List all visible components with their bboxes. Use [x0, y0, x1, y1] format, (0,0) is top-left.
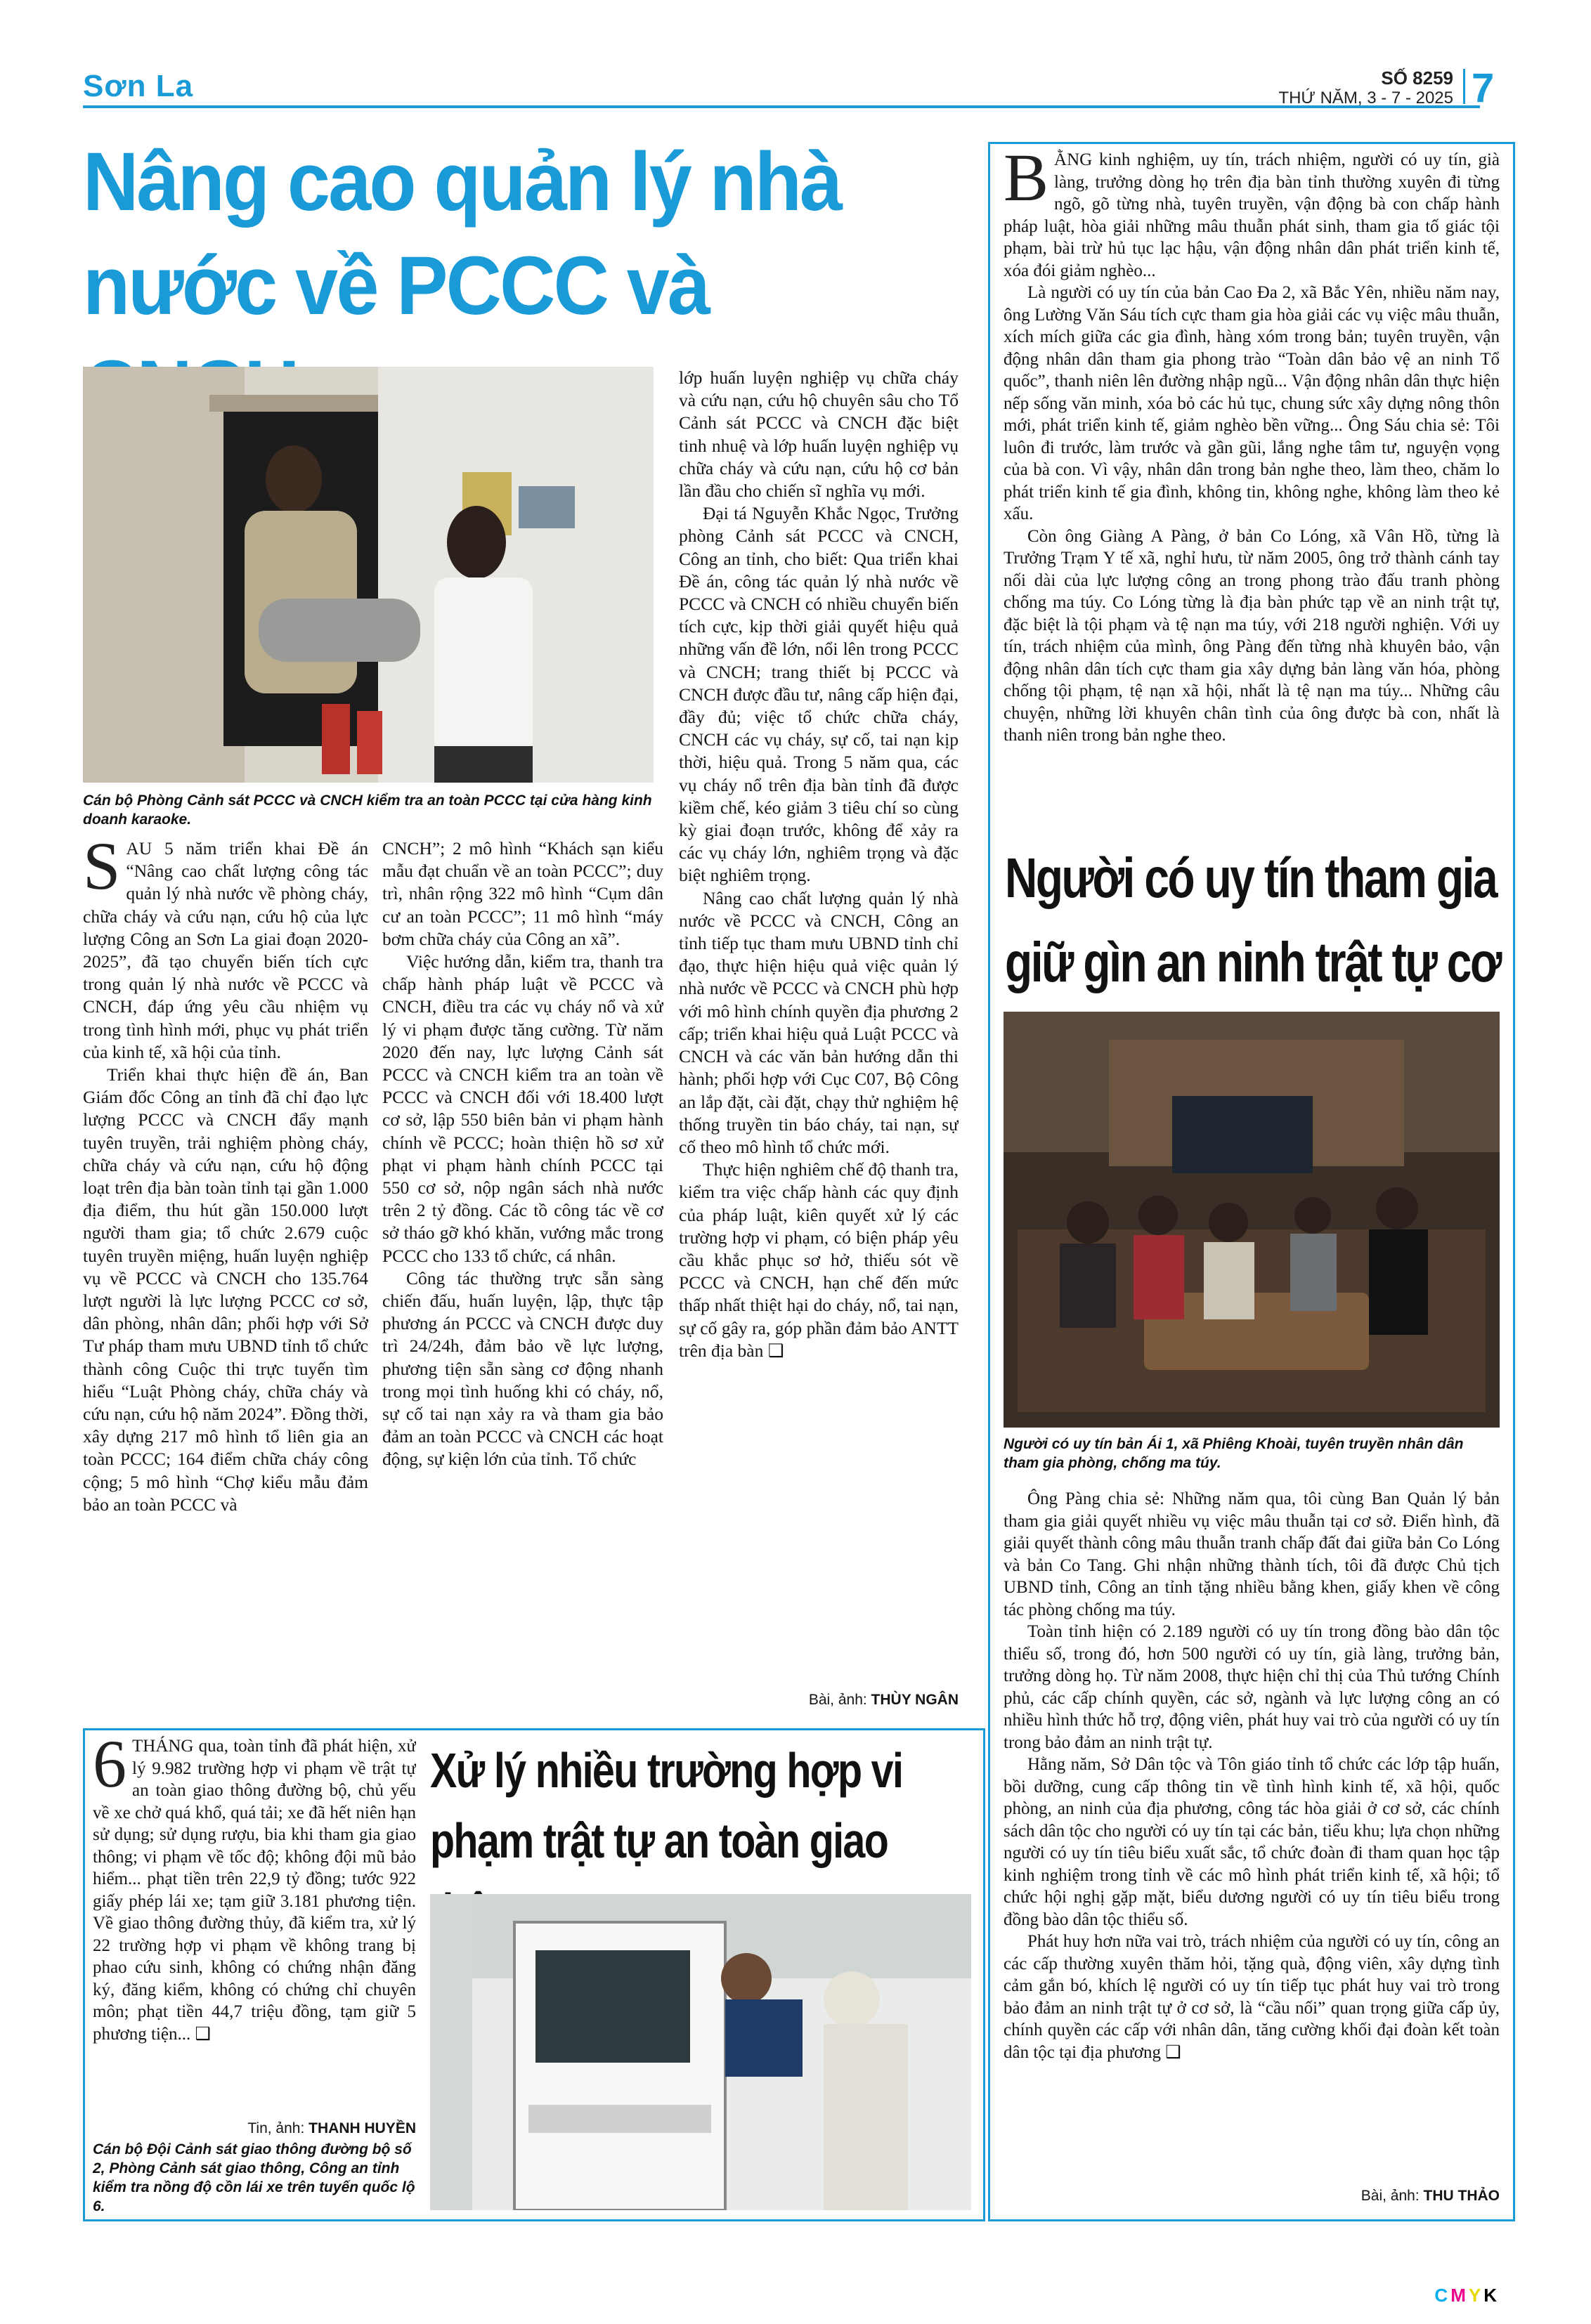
article1-byline: Bài, ảnh: THÙY NGÂN: [808, 1692, 959, 1708]
paragraph: Hằng năm, Sở Dân tộc và Tôn giáo tỉnh tổ chức các lớp tập huấn, bồi dưỡng, cung cấp thông tin về tình hình kinh tế, xã hội, quốc phòng, an ninh của địa phương, công tác hòa giải ở cơ sở, các chính sách dân tộc cho người có uy tín tại các bản, tiểu khu; lựa chọn những người có uy tín tiêu biểu xuất sắc, tổ chức đoàn đi tham quan học tập kinh nghiệm trong tỉnh về các mô hình phát triển kinh tế, xã hội; tổ chức hội nghị gặp mặt, biểu dương người có uy tín tiêu biểu trong đồng bào dân tộc thiểu số.: [1004, 1755, 1500, 1929]
traffic-check-image: [430, 1894, 971, 2210]
article3-byline: Tin, ảnh: THANH HUYỀN: [247, 2120, 416, 2136]
article2-photo: [1004, 1012, 1500, 1428]
article2-body: [1004, 1488, 1500, 2183]
article1-title: Nâng cao quản lý nhà nước về PCCC và: [83, 136, 841, 332]
community-meeting-image: [1004, 1012, 1500, 1428]
paragraph: Phát huy hơn nữa vai trò, trách nhiệm của người có uy tín, công an các cấp thường xuyên thăm hỏi, tặng quà, động viên, xây dựng tình cảm gắn bó, khích lệ người có uy tín tiếp tục phát huy vai trò trong bảo đảm an ninh trật tự ở cơ sở, là “cầu nối” quan trọng giữa cấp ủy, chính quyền các cấp với nhân dân, tăng cường khối đại đoàn kết toàn dân tộc tại địa phương ❑: [1004, 1932, 1500, 2062]
issue-date: THỨ NĂM, 3 - 7 - 2025: [1278, 89, 1453, 107]
author: THANH HUYỀN: [309, 2120, 416, 2136]
issue-info: [1278, 67, 1453, 108]
article3-body: [93, 1735, 416, 2129]
issue-number: SỐ 8259: [1381, 67, 1453, 89]
article3-photo: [430, 1894, 971, 2210]
paragraph: Nâng cao chất lượng quản lý nhà nước về PCCC và CNCH, Công an tỉnh tiếp tục tham mưu UBND tỉnh chỉ đạo, thực hiện hiệu quả việc quản lý nhà nước về PCCC và CNCH phù hợp với mô hình chính quyền địa phương 2 cấp; triển khai hiệu quả Luật PCCC và CNCH và các văn bản hướng dẫn thi hành; phối hợp với Cục C07, Bộ Công an lắp đặt, cài đặt, chạy thử nghiệm hệ thống truyền tin báo cháy, tai nạn, sự cố theo mô hình tổ chức mới.: [679, 887, 959, 1157]
paragraph: Việc hướng dẫn, kiểm tra, thanh tra chấp hành pháp luật về PCCC và CNCH, điều tra các vụ cháy nổ và xử lý vi phạm được tăng cường. Từ năm 2020 đến nay, lực lượng Cảnh sát PCCC và CNCH kiểm tra an toàn về PCCC và CNCH đối với 18.400 lượt cơ sở, lập 550 biên bản vi phạm hành chính về PCCC; hoàn thiện hồ sơ xử phạt vi phạm hành chính PCCC tại 550 cơ sở, nộp ngân sách nhà nước trên 2 tỷ đồng. Các tồ công tác về cơ sở tháo gỡ khó khăn, vướng mắc trong PCCC cho 133 tổ chức, cá nhân.: [382, 951, 663, 1266]
paragraph: Là người có uy tín của bản Cao Đa 2, xã Bắc Yên, nhiều năm nay, ông Lường Văn Sáu tích cực tham gia hòa giải các vụ việc mâu thuẫn, xích mích giữa các gia đình, hàng xóm trong bản; tuyên truyền, vận động nhân dân tham gia phong trào “Toàn dân bảo vệ an ninh Tổ quốc”, thanh niên lên đường nhập ngũ... Vận động nhân dân thực hiện nếp sống văn minh, xóa bỏ các hủ tục, chung sức xây dựng nông thôn mới, phát triển kinh tế, giảm nghèo bền vững... Ông Sáu chia sẻ: Tôi luôn đi trước, làm trước và gần gũi, lắng nghe tâm tư, nguyện vọng của bà con. Vì vậy, nhân dân trong bản nghe theo, làm theo, chăm lo phát triển kinh tế gia đình, không tin, không nghe, không làm theo kẻ xấu.: [1004, 283, 1500, 523]
cyan-mark: C: [1434, 2285, 1451, 2306]
paragraph: THÁNG qua, toàn tỉnh đã phát hiện, xử lý 9.982 trường hợp vi phạm về trật tự an toàn giao thông đường bộ, chủ yếu về xe chở quá khổ, quá tải; xe đã hết niên hạn sử dụng; sử dụng rượu, bia khi tham gia giao thông; vi phạm về tốc độ; không đội mũ bảo hiểm... phạt tiền trên 22,9 tỷ đồng; tước 922 giấy phép lái xe; tạm giữ 3.181 phương tiện. Về giao thông đường thủy, đã kiểm tra, xử lý 22 trường hợp vi phạm về không trang bị phao cứu sinh, không có chứng nhận đăng ký, đăng kiểm, không có chứng chỉ chuyên môn; phạt tiền 44,7 triệu đồng, tạm giữ 5 phương tiện... ❑: [93, 1737, 416, 2044]
page-number: 7: [1472, 65, 1495, 111]
paragraph: Công tác thường trực sẵn sàng chiến đấu, huấn luyện, lập, thực tập phương án PCCC và CNCH được duy trì 24/24h, đảm bảo về lực lượng, phương tiện sẵn sàng cơ động nhanh trong mọi tình huống khi có cháy, nổ, sự cố tai nạn xảy ra và tham gia bảo đảm an toàn PCCC và CNCH các hoạt động, sự kiện lớn của tỉnh. Tổ chức: [382, 1267, 663, 1470]
paragraph: CNCH”; 2 mô hình “Khách sạn kiểu mẫu đạt chuẩn về an toàn PCCC”; duy trì, nhân rộng 322 mô hình “Cụm dân cư an toàn PCCC”; 11 mô hình “máy bơm chữa cháy của Công an xã”.: [382, 838, 663, 949]
dropcap: B: [1004, 149, 1049, 215]
author: THU THẢO: [1423, 2188, 1500, 2204]
magenta-mark: M: [1450, 2285, 1469, 2306]
black-mark: K: [1483, 2285, 1500, 2306]
article1-caption: Cán bộ Phòng Cảnh sát PCCC và CNCH kiểm tra an toàn PCCC tại cửa hàng kinh doanh karaoke.: [83, 792, 652, 828]
section-name: Sơn La: [83, 69, 194, 103]
dropcap: 6: [93, 1735, 126, 1801]
article1-column-3: [679, 367, 959, 1702]
paragraph: Thực hiện nghiêm chế độ thanh tra, kiểm tra việc chấp hành các quy định của pháp luật, kiên quyết xử lý các trường hợp vi phạm, có biện pháp yêu cầu khắc phục sơ hở, thiếu sót về PCCC và CNCH, hạn chế đến mức thấp nhất thiệt hại do cháy, nổ, tai nạn, sự cố gây ra, góp phần đảm bảo ANTT trên địa bàn ❑: [679, 1159, 959, 1361]
paragraph: Đại tá Nguyễn Khắc Ngọc, Trưởng phòng Cảnh sát PCCC và CNCH, Công an tỉnh, cho biết: Qua triển khai Đề án, công tác quản lý nhà nước về PCCC và CNCH có nhiều chuyển biến tích cực, kịp thời giải quyết hiệu quả những vấn đề lớn, nổi lên trong PCCC và CNCH; trang thiết bị PCCC và CNCH được đầu tư, nâng cấp hiện đại, đầy đủ; việc tổ chức chữa cháy, CNCH các vụ cháy, sự cố, tai nạn kịp thời, hiệu quả. Trong 5 năm qua, các vụ cháy nổ trên địa bàn tỉnh đã được kiềm chế, kéo giảm 3 tiêu chí so cùng kỳ giai đoạn trước, không để xảy ra các vụ cháy lớn, nghiêm trọng và đặc biệt nghiêm trọng.: [679, 503, 959, 886]
paragraph: lớp huấn luyện nghiệp vụ chữa cháy và cứu nạn, cứu hộ chuyên sâu cho Tổ Cảnh sát PCCC và CNCH đặc biệt tinh nhuệ và lớp huấn luyện nghiệp vụ chữa cháy và cứu nạn, cứu hộ cơ bản lần đầu cho chiến sĩ nghĩa vụ mới.: [679, 367, 959, 502]
article3-caption: Cán bộ Đội Cảnh sát giao thông đường bộ số 2, Phòng Cảnh sát giao thông, Công an tỉnh kiểm tra nồng độ cồn lái xe trên tuyến quốc lộ 6.: [93, 2141, 415, 2214]
paragraph: ẰNG kinh nghiệm, uy tín, trách nhiệm, người có uy tín, già làng, trưởng dòng họ trên địa bàn tỉnh thường xuyên đi từng ngõ, gõ từng nhà, tuyên truyền, vận động bà con chấp hành pháp luật, hòa giải những mâu thuẫn phát sinh, tham gia tố giác tội phạm, bài trừ hủ tục lạc hậu, vận động nhân dân phát triển kinh tế, xóa đói giảm nghèo...: [1004, 150, 1500, 280]
fire-inspection-image: [83, 367, 654, 783]
paragraph: Còn ông Giàng A Pàng, ở bản Co Lóng, xã Vân Hồ, từng là Trưởng Trạm Y tế xã, nghỉ hưu, từ năm 2005, ông trở thành cánh tay nối dài của lực lượng công an trong phong trào đấu tranh phòng chống ma túy. Co Lóng từng là địa bàn phức tạp về an ninh trật tự, đặc biệt là tội phạm và tệ nạn ma túy, với 218 người nghiện. Với uy tín, trách nhiệm của mình, ông Pàng đến từng nhà khuyên bảo, vận động nhân dân tích cực tham gia xây dựng bản làng văn hóa, phòng chống tội phạm, tệ nạn xã hội, nhất là tệ nạn ma túy... Những câu chuyện, những lời khuyên chân tình của ông được bà con, nhất là thanh niên trong bản nghe theo.: [1004, 526, 1500, 745]
dropcap: S: [83, 837, 121, 903]
paragraph: Triển khai thực hiện đề án, Ban Giám đốc Công an tỉnh đã chỉ đạo lực lượng PCCC và CNCH đẩy mạnh tuyên truyền, trải nghiệm phòng cháy, chữa cháy và cứu nạn, cứu hộ động loạt trên địa bàn toàn tỉnh tại gần 1.000 địa điểm, thu hút gần 150.000 lượt người tham gia; tổ chức 2.679 cuộc tuyên truyền miệng, huấn luyện nghiệp vụ về PCCC và CNCH cho 135.764 lượt người là lực lượng PCCC cơ sở, dân phòng, nhân dân; phối hợp với Sở Tư pháp tham mưu UBND tỉnh tổ chức thành công Cuộc thi trực tuyến tìm hiểu “Luật Phòng cháy, chữa cháy và cứu nạn, cứu hộ năm 2024”. Đồng thời, xây dựng 217 mô hình tổ liên gia an toàn PCCC; 164 điểm chữa cháy công cộng; 5 mô hình “Chợ kiểu mẫu đảm bảo an toàn PCCC và: [83, 1064, 368, 1515]
header-rule: [83, 105, 1480, 108]
article3-title: Xử lý nhiều trường hợp vi phạm trật tự an toàn giao: [430, 1743, 903, 1868]
article1-column-2: [382, 837, 663, 1716]
article2-title: Người có uy tín tham gia giữ gìn an ninh trật tự cơ: [1005, 847, 1501, 993]
paragraph: AU 5 năm triển khai Đề án “Nâng cao chất lượng công tác quản lý nhà nước về phòng cháy, chữa cháy và cứu nạn, cứu hộ của lực lượng Công an Sơn La giai đoạn 2020-2025”, đã tạo chuyển biến tích cực trong quản lý nhà nước về PCCC và CNCH, đáp ứng yêu cầu nhiệm vụ trong tình hình mới, phục vụ phát triển của kinh tế, xã hội của tỉnh.: [83, 838, 368, 1062]
author: THÙY NGÂN: [871, 1692, 959, 1708]
yellow-mark: Y: [1468, 2285, 1484, 2306]
article2-intro: [1004, 149, 1500, 830]
page-number-divider: [1463, 69, 1465, 104]
article2-caption: Người có uy tín bản Ái 1, xã Phiêng Khoài, tuyên truyền nhân dân tham gia phòng, chống ma túy.: [1004, 1436, 1464, 1471]
article1-column-1: [83, 837, 368, 1716]
article1-photo: [83, 367, 654, 783]
cmyk-marks: [1434, 2285, 1500, 2306]
paragraph: Toàn tỉnh hiện có 2.189 người có uy tín trong đồng bào dân tộc thiểu số, trong đó, hơn 500 người có uy tín, già làng, trưởng bản, trưởng dòng họ. Từ năm 2008, thực hiện chỉ thị của Thủ tướng Chính phủ, các cấp chính quyền, các sở, ngành và lực lượng công an có nhiều hình thức hỗ trợ, động viên, phát huy vai trò của người có uy tín trong bảo đảm an ninh trật tự.: [1004, 1622, 1500, 1752]
paragraph: Ông Pàng chia sẻ: Những năm qua, tôi cùng Ban Quản lý bản tham gia giải quyết nhiều vụ việc mâu thuẫn tại cơ sở. Điển hình, đã giải quyết thành công mâu thuẫn tranh chấp đất đai giữa bản Co Lóng và bản Co Tang. Ghi nhận những thành tích, tôi đã được Chủ tịch UBND tỉnh, Công an tỉnh tặng nhiều bằng khen, giấy khen về công tác phòng chống ma túy.: [1004, 1489, 1500, 1619]
article2-byline: Bài, ảnh: THU THẢO: [1361, 2188, 1500, 2204]
